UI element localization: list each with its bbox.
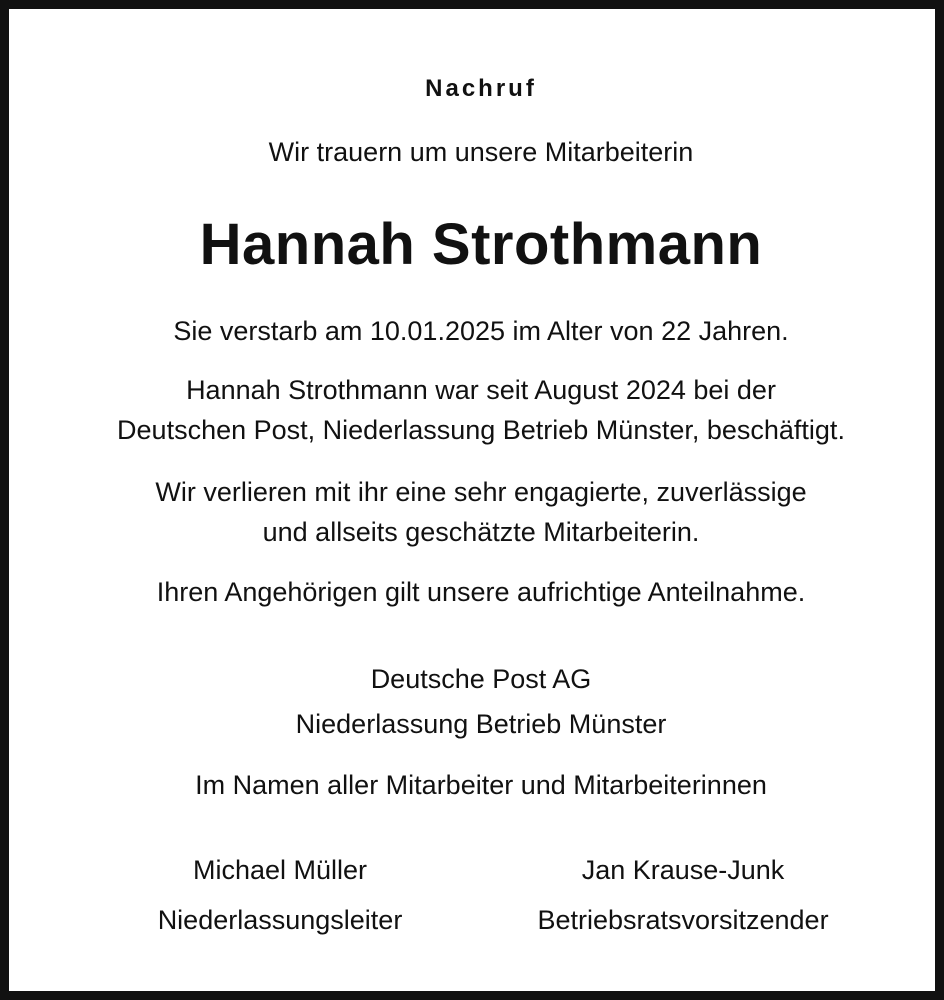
signatory-role-left: Niederlassungsleiter [157, 905, 403, 935]
signatory-name-right: Jan Krause-Junk [581, 855, 785, 885]
signatory-name-left: Michael Müller [192, 855, 368, 885]
on-behalf-line: Im Namen aller Mitarbeiter und Mitarbeiterinnen [195, 770, 767, 800]
branch-name: Niederlassung Betrieb Münster [295, 709, 667, 739]
tribute-line-2: und allseits geschätzte Mitarbeiterin. [262, 517, 700, 547]
deceased-name: Hannah Strothmann [199, 212, 763, 277]
intro-text: Wir trauern um unsere Mitarbeiterin [268, 137, 694, 167]
notice-heading: Nachruf [425, 75, 537, 102]
signatory-role-right: Betriebsratsvorsitzender [537, 905, 829, 935]
condolence-line: Ihren Angehörigen gilt unsere aufrichtige Anteilnahme. [156, 577, 806, 607]
employment-line-1: Hannah Strothmann war seit August 2024 bei der [186, 375, 776, 405]
death-date-line: Sie verstarb am 10.01.2025 im Alter von 22 Jahren. [173, 316, 789, 346]
employment-line-2: Deutschen Post, Niederlassung Betrieb Münster, beschäftigt. [117, 415, 845, 445]
tribute-line-1: Wir verlieren mit ihr eine sehr engagierte, zuverlässige [155, 477, 807, 507]
company-name: Deutsche Post AG [370, 664, 592, 694]
